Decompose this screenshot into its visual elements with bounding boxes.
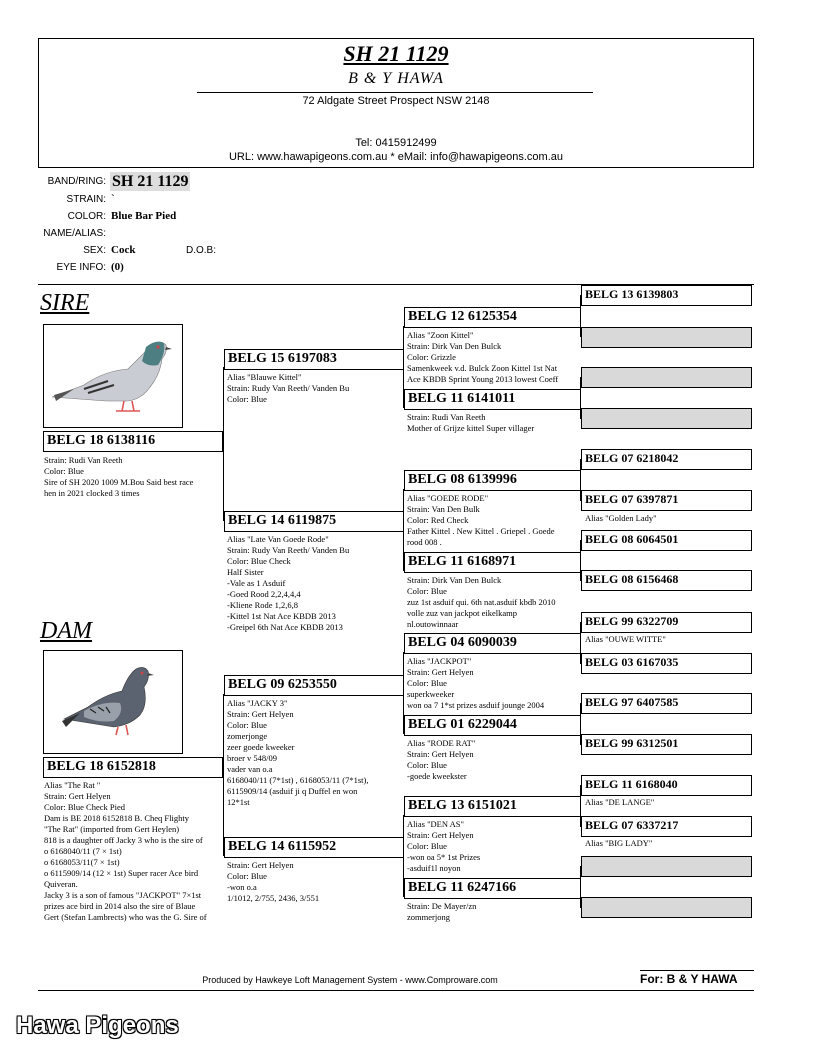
info-line: vader van o.a (227, 764, 273, 774)
dam-photo (43, 650, 183, 754)
info-line: Color: Blue Check Pied (44, 802, 125, 812)
info-line: Samenkweek v.d. Bulck Zoon Kittel 1st Nat (407, 363, 558, 373)
footer-divider (38, 990, 754, 991)
gen3-info-5 (407, 656, 544, 711)
info-line: 818 is a daughter off Jacky 3 who is the sire of (44, 835, 203, 845)
info-line: Strain: Gert Helyen (407, 749, 474, 759)
info-line: Color: Blue (227, 720, 267, 730)
info-line: Mother of Grijze kittel Super villager (407, 423, 535, 433)
gen3-ring-6: BELG 01 6229044 (404, 715, 581, 736)
info-line: Strain: Van Den Bulk (407, 504, 480, 514)
info-line: volle zuz van jackpot eikelkamp (407, 608, 517, 618)
gen3-ring-8: BELG 11 6247166 (404, 878, 581, 899)
gen3-info-7 (407, 819, 480, 874)
watermark: Hawa Pigeons (16, 1012, 179, 1039)
info-line: -goede kweekster (407, 771, 467, 781)
name-label: NAME/ALIAS: (43, 228, 106, 239)
info-line: Strain: Gert Helyen (407, 830, 474, 840)
produced-by: Produced by Hawkeye Loft Management System - www.Comproware.com (202, 975, 498, 985)
sire-sire-ring: BELG 15 6197083 (224, 349, 404, 370)
gen3-ring-3: BELG 08 6139996 (404, 470, 581, 491)
info-line: Strain: Gert Helyen (227, 860, 294, 870)
info-line: Color: Red Check (407, 515, 469, 525)
gen4-alias-14: Alias "BIG LADY" (585, 838, 653, 848)
gen4-ring-8: BELG 08 6156468 (581, 570, 752, 591)
info-line: 6168040/11 (7*1st) , 6168053/11 (7*1st), (227, 775, 369, 785)
sex-label: SEX: (83, 245, 106, 256)
info-line: Color: Blue (44, 466, 84, 476)
info-line: Jacky 3 is a son of famous "JACKPOT" 7×1st (44, 890, 202, 900)
info-line: o 6168053/11(7 × 1st) (44, 857, 120, 867)
header-box (38, 38, 754, 168)
band-label: BAND/RING: (47, 176, 106, 187)
info-line: superkweeker (407, 689, 455, 699)
gen4-ring-5: BELG 07 6218042 (581, 449, 752, 470)
gen3-ring-1: BELG 12 6125354 (404, 307, 581, 328)
info-line: Quiveran. (44, 879, 78, 889)
gen4-alias-6: Alias "Golden Lady" (585, 513, 657, 523)
gen3-info-2 (407, 412, 534, 434)
for-owner: For: B & Y HAWA (640, 970, 754, 986)
band-value: SH 21 1129 (112, 173, 189, 190)
info-line: "The Rat" (imported from Gert Heylen) (44, 824, 180, 834)
info-line: Sire of SH 2020 1009 M.Bou Said best race (44, 477, 194, 487)
pigeon-image (44, 651, 182, 753)
info-line: Gert (Stefan Lambrects) who was the G. Sire of (44, 912, 207, 922)
info-line: Alias "JACKY 3" (227, 698, 288, 708)
gen4-alias-13: Alias "DE LANGE" (585, 797, 655, 807)
gen4-ring-1: BELG 13 6139803 (581, 285, 752, 306)
info-line: Alias "The Rat " (44, 780, 101, 790)
info-line: 1/1012, 2/755, 2436, 3/551 (227, 893, 320, 903)
gen4-ring-9: BELG 99 6322709 (581, 612, 752, 633)
sire-photo (43, 324, 183, 428)
connector-line (223, 367, 224, 521)
sire-info (44, 455, 193, 499)
info-line: -Greipel 6th Nat Ace KBDB 2013 (227, 622, 343, 632)
info-line: Strain: Gert Helyen (407, 667, 474, 677)
info-line: Alias "Zoon Kittel" (407, 330, 474, 340)
page-title: SH 21 1129 (343, 41, 449, 66)
info-line: o 6115909/14 (12 × 1st) Super racer Ace bird (44, 868, 199, 878)
info-line: Alias "Blauwe Kittel" (227, 372, 302, 382)
connector-line (223, 694, 224, 856)
color-label: COLOR: (67, 211, 106, 222)
dam-sire-ring: BELG 09 6253550 (224, 675, 404, 696)
info-line: Color: Blue (407, 760, 447, 770)
gen3-info-6 (407, 738, 475, 782)
info-line: Strain: Dirk Van Den Bulck (407, 341, 502, 351)
info-line: -Vale as 1 Asduif (227, 578, 286, 588)
gen4-ring-10: BELG 03 6167035 (581, 653, 752, 674)
sire-heading: SIRE (40, 290, 90, 316)
info-line: won oa 7 1*st prizes asduif jounge 2004 (407, 700, 545, 710)
info-line: -won oa 5* 1st Prizes (407, 852, 481, 862)
info-line: -Kliene Rode 1,2,6,8 (227, 600, 299, 610)
gen4-empty-4 (581, 408, 752, 429)
gen4-ring-11: BELG 97 6407585 (581, 693, 752, 714)
info-line: Strain: Rudy Van Reeth/ Vanden Bu (227, 545, 350, 555)
gen4-empty-15 (581, 856, 752, 877)
gen3-ring-2: BELG 11 6141011 (404, 389, 581, 410)
sire-dam-info (227, 534, 349, 633)
gen3-ring-4: BELG 11 6168971 (404, 552, 581, 573)
info-line: -asduif1l noyon (407, 863, 461, 873)
gen4-ring-14: BELG 07 6337217 (581, 816, 752, 837)
dam-dam-info (227, 860, 319, 904)
color-value: Blue Bar Pied (111, 210, 177, 222)
dam-sire-info (227, 698, 369, 808)
info-line: -Kittel 1st Nat Ace KBDB 2013 (227, 611, 336, 621)
owner-name: B & Y HAWA (348, 70, 444, 87)
info-line: zommerjong (407, 912, 450, 922)
info-line: Strain: Gert Helyen (227, 709, 294, 719)
gen3-info-1 (407, 330, 558, 385)
eye-label: EYE INFO: (56, 262, 106, 273)
eye-value: (0) (111, 261, 124, 273)
owner-address: 72 Aldgate Street Prospect NSW 2148 (302, 95, 490, 107)
gen4-empty-2 (581, 327, 752, 348)
info-line: Color: Grizzle (407, 352, 456, 362)
info-line: hen in 2021 clocked 3 times (44, 488, 140, 498)
info-line: 12*1st (227, 797, 250, 807)
sire-dam-ring: BELG 14 6119875 (224, 511, 404, 532)
gen3-info-8 (407, 901, 476, 923)
info-line: o 6168040/11 (7 × 1st) (44, 846, 122, 856)
sire-ring: BELG 18 6138116 (43, 431, 223, 452)
info-line: Strain: Dirk Van Den Bulck (407, 575, 502, 585)
info-line: zeer goede kweeker (227, 742, 295, 752)
info-line: Alias "GOEDE RODE" (407, 493, 489, 503)
gen3-ring-7: BELG 13 6151021 (404, 796, 581, 817)
gen3-ring-5: BELG 04 6090039 (404, 633, 581, 654)
gen4-empty-3 (581, 367, 752, 388)
info-line: 6115909/14 (asduif ji q Duffel en won (227, 786, 358, 796)
info-line: Color: Blue (407, 678, 447, 688)
info-line: Strain: Rudi Van Reeth (44, 455, 123, 465)
gen4-ring-13: BELG 11 6168040 (581, 775, 752, 796)
info-line: Half Sister (227, 567, 264, 577)
info-line: Color: Blue (227, 394, 267, 404)
owner-url: URL: www.hawapigeons.com.au * eMail: info@hawapigeons.com.au (228, 151, 563, 163)
dam-dam-ring: BELG 14 6115952 (224, 837, 404, 858)
info-line: prizes ace bird in 2014 also the sire of Blaue (44, 901, 196, 911)
info-line: Color: Blue (227, 871, 267, 881)
dob-label: D.O.B: (186, 245, 217, 256)
gen3-info-3 (407, 493, 555, 548)
dam-info (44, 780, 207, 923)
strain-label: STRAIN: (66, 194, 106, 205)
dam-ring: BELG 18 6152818 (43, 757, 223, 778)
dam-heading: DAM (40, 618, 92, 644)
sire-sire-info (227, 372, 349, 405)
info-line: Color: Blue Check (227, 556, 291, 566)
info-line: zuz 1st asduif qui. 6th nat.asduif kbdb 2010 (407, 597, 556, 607)
info-line: Alias "JACKPOT" (407, 656, 472, 666)
info-line: Strain: Rudy Van Reeth/ Vanden Bu (227, 383, 350, 393)
info-line: Alias "DEN AS" (407, 819, 464, 829)
gen4-ring-12: BELG 99 6312501 (581, 734, 752, 755)
gen4-ring-6: BELG 07 6397871 (581, 490, 752, 511)
info-line: Strain: Rudi Van Reeth (407, 412, 486, 422)
info-line: zomerjonge (227, 731, 268, 741)
info-line: Alias "Late Van Goede Rode" (227, 534, 329, 544)
gen3-info-4 (407, 575, 556, 630)
info-line: rood 008 . (407, 537, 442, 547)
info-line: Alias "RODE RAT" (407, 738, 476, 748)
gen4-ring-7: BELG 08 6064501 (581, 530, 752, 551)
info-line: -Goed Rood 2,2,4,4,4 (227, 589, 301, 599)
info-line: Color: Blue (407, 841, 447, 851)
info-line: Father Kittel . New Kittel . Griepel . Goede (407, 526, 555, 536)
info-line: Color: Blue (407, 586, 447, 596)
strain-value: ` (111, 193, 115, 205)
sex-value: Cock (111, 244, 136, 256)
info-line: Strain: Gert Helyen (44, 791, 111, 801)
info-line: nl.outowinnaar (407, 619, 459, 629)
info-line: Strain: De Mayer/zn (407, 901, 477, 911)
info-line: Dam is BE 2018 6152818 B. Cheq Flighty (44, 813, 189, 823)
owner-tel: Tel: 0415912499 (355, 137, 437, 149)
info-line: Ace KBDB Sprint Young 2013 lowest Coeff (407, 374, 559, 384)
pigeon-image (44, 325, 182, 427)
header-divider (197, 92, 593, 93)
gen4-alias-9: Alias "OUWE WITTE" (585, 634, 666, 644)
gen4-empty-16 (581, 897, 752, 918)
info-line: broer v 548/09 (227, 753, 278, 763)
info-line: -won o.a (227, 882, 257, 892)
